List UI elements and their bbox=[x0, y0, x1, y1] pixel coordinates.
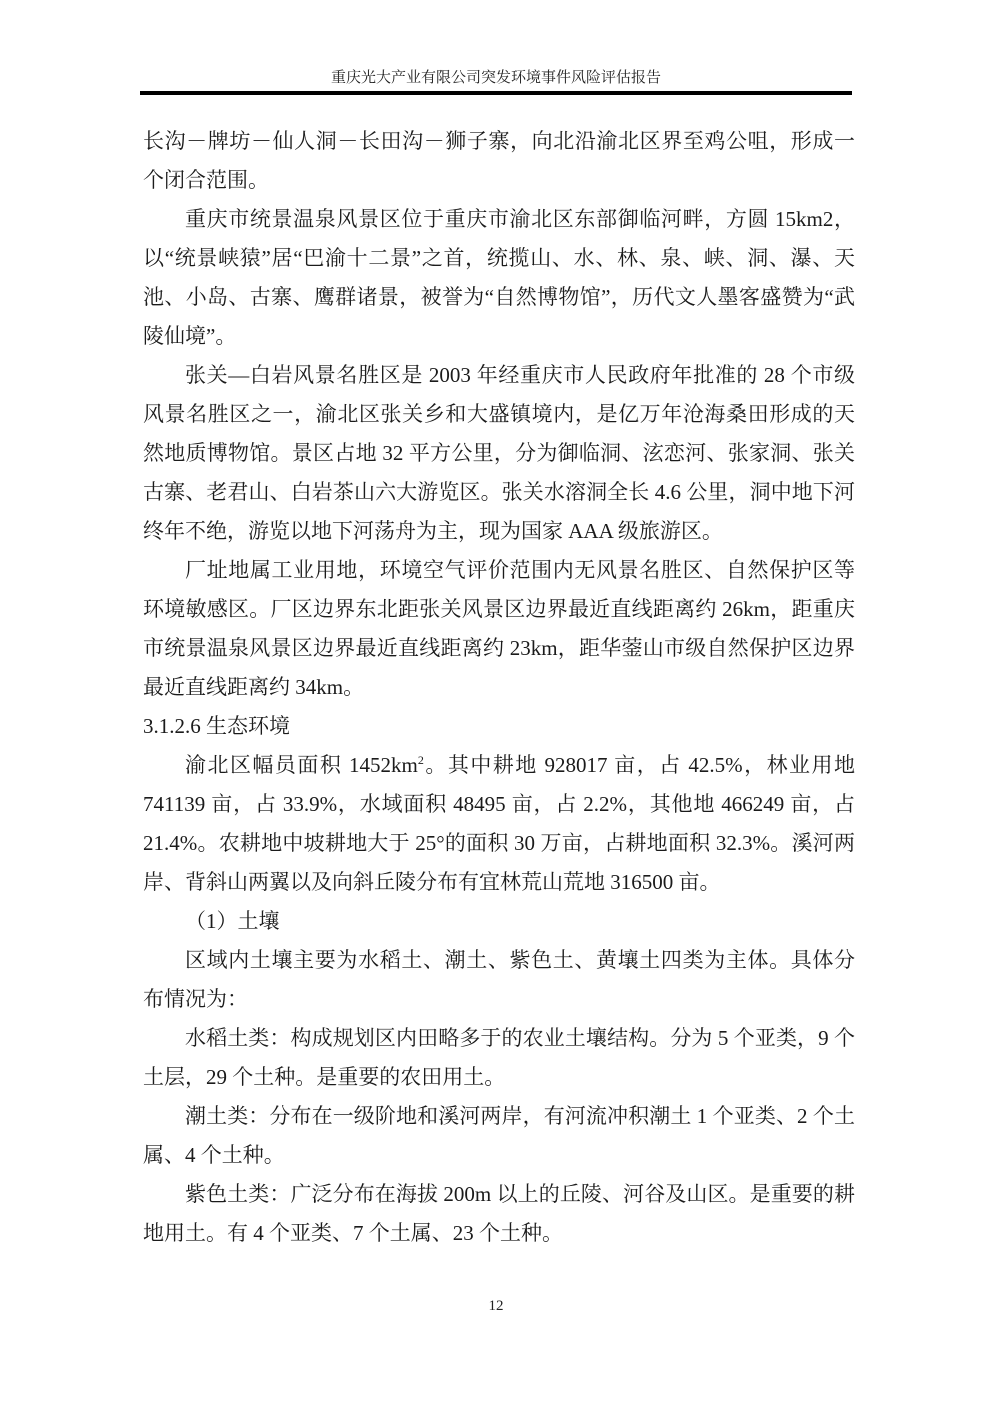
paragraph-yubei-land-area bbox=[143, 746, 855, 902]
paragraph-zhangguan-baiyan-scenic-area: 张关—白岩风景名胜区是 2003 年经重庆市人民政府年批准的 28 个市级风景名胜区之一，渝北区张关乡和大盛镇境内，是亿万年沧海桑田形成的天然地质博物馆。景区占地 32 平方公里，分为御临洞、泫恋河、张家洞、张关古寨、老君山、白岩茶山六大游览区。张关水溶洞全长 4.6 公里，洞中地下河终年不绝，游览以地下河荡舟为主，现为国家 AAA 级旅游区。 bbox=[143, 363, 855, 543]
header-divider-rule bbox=[140, 91, 852, 95]
page-header-title: 重庆光大产业有限公司突发环境事件风险评估报告 bbox=[330, 70, 661, 86]
paragraph-site-distances-to-sensitive-areas: 厂址地属工业用地，环境空气评价范围内无风景名胜区、自然保护区等环境敏感区。厂区边界东北距张关风景区边界最近直线距离约 26km，距重庆市统景温泉风景区边界最近直线距离约 23km，距华蓥山市级自然保护区边界最近直线距离约 34km。 bbox=[143, 558, 855, 699]
paragraph-paddy-soil-type: 水稻土类：构成规划区内田略多于的农业土壤结构。分为 5 个亚类，9 个土层，29 个土种。是重要的农田用土。 bbox=[143, 1026, 855, 1089]
paragraph-fluvo-aquic-soil-type: 潮土类：分布在一级阶地和溪河两岸，有河流冲积潮土 1 个亚类、2 个土属、4 个土种。 bbox=[143, 1104, 855, 1167]
land-area-text-before-superscript: 渝北区幅员面积 1452km bbox=[185, 753, 418, 777]
square-kilometer-superscript: 2 bbox=[417, 753, 424, 767]
page-number: 12 bbox=[488, 1298, 504, 1314]
paragraph-tongjing-hot-spring-scenic-area: 重庆市统景温泉风景区位于重庆市渝北区东部御临河畔，方圆 15km2，以“统景峡猿”居“巴渝十二景”之首，统揽山、水、林、泉、峡、洞、瀑、天池、小岛、古寨、鹰群诸景，被誉为“自然博物馆”，历代文人墨客盛赞为“武陵仙境”。 bbox=[143, 207, 855, 348]
subheading-soil: （1）土壤 bbox=[185, 909, 280, 933]
paragraph-closed-boundary-range: 长沟－牌坊－仙人洞－长田沟－狮子寨，向北沿渝北区界至鸡公咀，形成一个闭合范围。 bbox=[143, 129, 855, 192]
section-heading-ecological-environment: 3.1.2.6 生态环境 bbox=[143, 714, 290, 738]
document-body bbox=[143, 122, 855, 1253]
paragraph-purple-soil-type: 紫色土类：广泛分布在海拔 200m 以上的丘陵、河谷及山区。是重要的耕地用土。有 4 个亚类、7 个土属、23 个土种。 bbox=[143, 1182, 855, 1245]
paragraph-soil-types-overview: 区域内土壤主要为水稻土、潮土、紫色土、黄壤土四类为主体。具体分布情况为： bbox=[143, 948, 855, 1011]
land-area-text-after-superscript: 。其中耕地 928017 亩，占 42.5%，林业用地 741139 亩，占 33.9%，水域面积 48495 亩，占 2.2%，其他地 466249 亩，占 21.4%。农耕地中坡耕地大于 25°的面积 30 万亩，占耕地面积 32.3%。溪河两岸、背斜山两翼以及向斜丘陵分布有宜林荒山荒地 316500 亩。 bbox=[143, 753, 855, 894]
